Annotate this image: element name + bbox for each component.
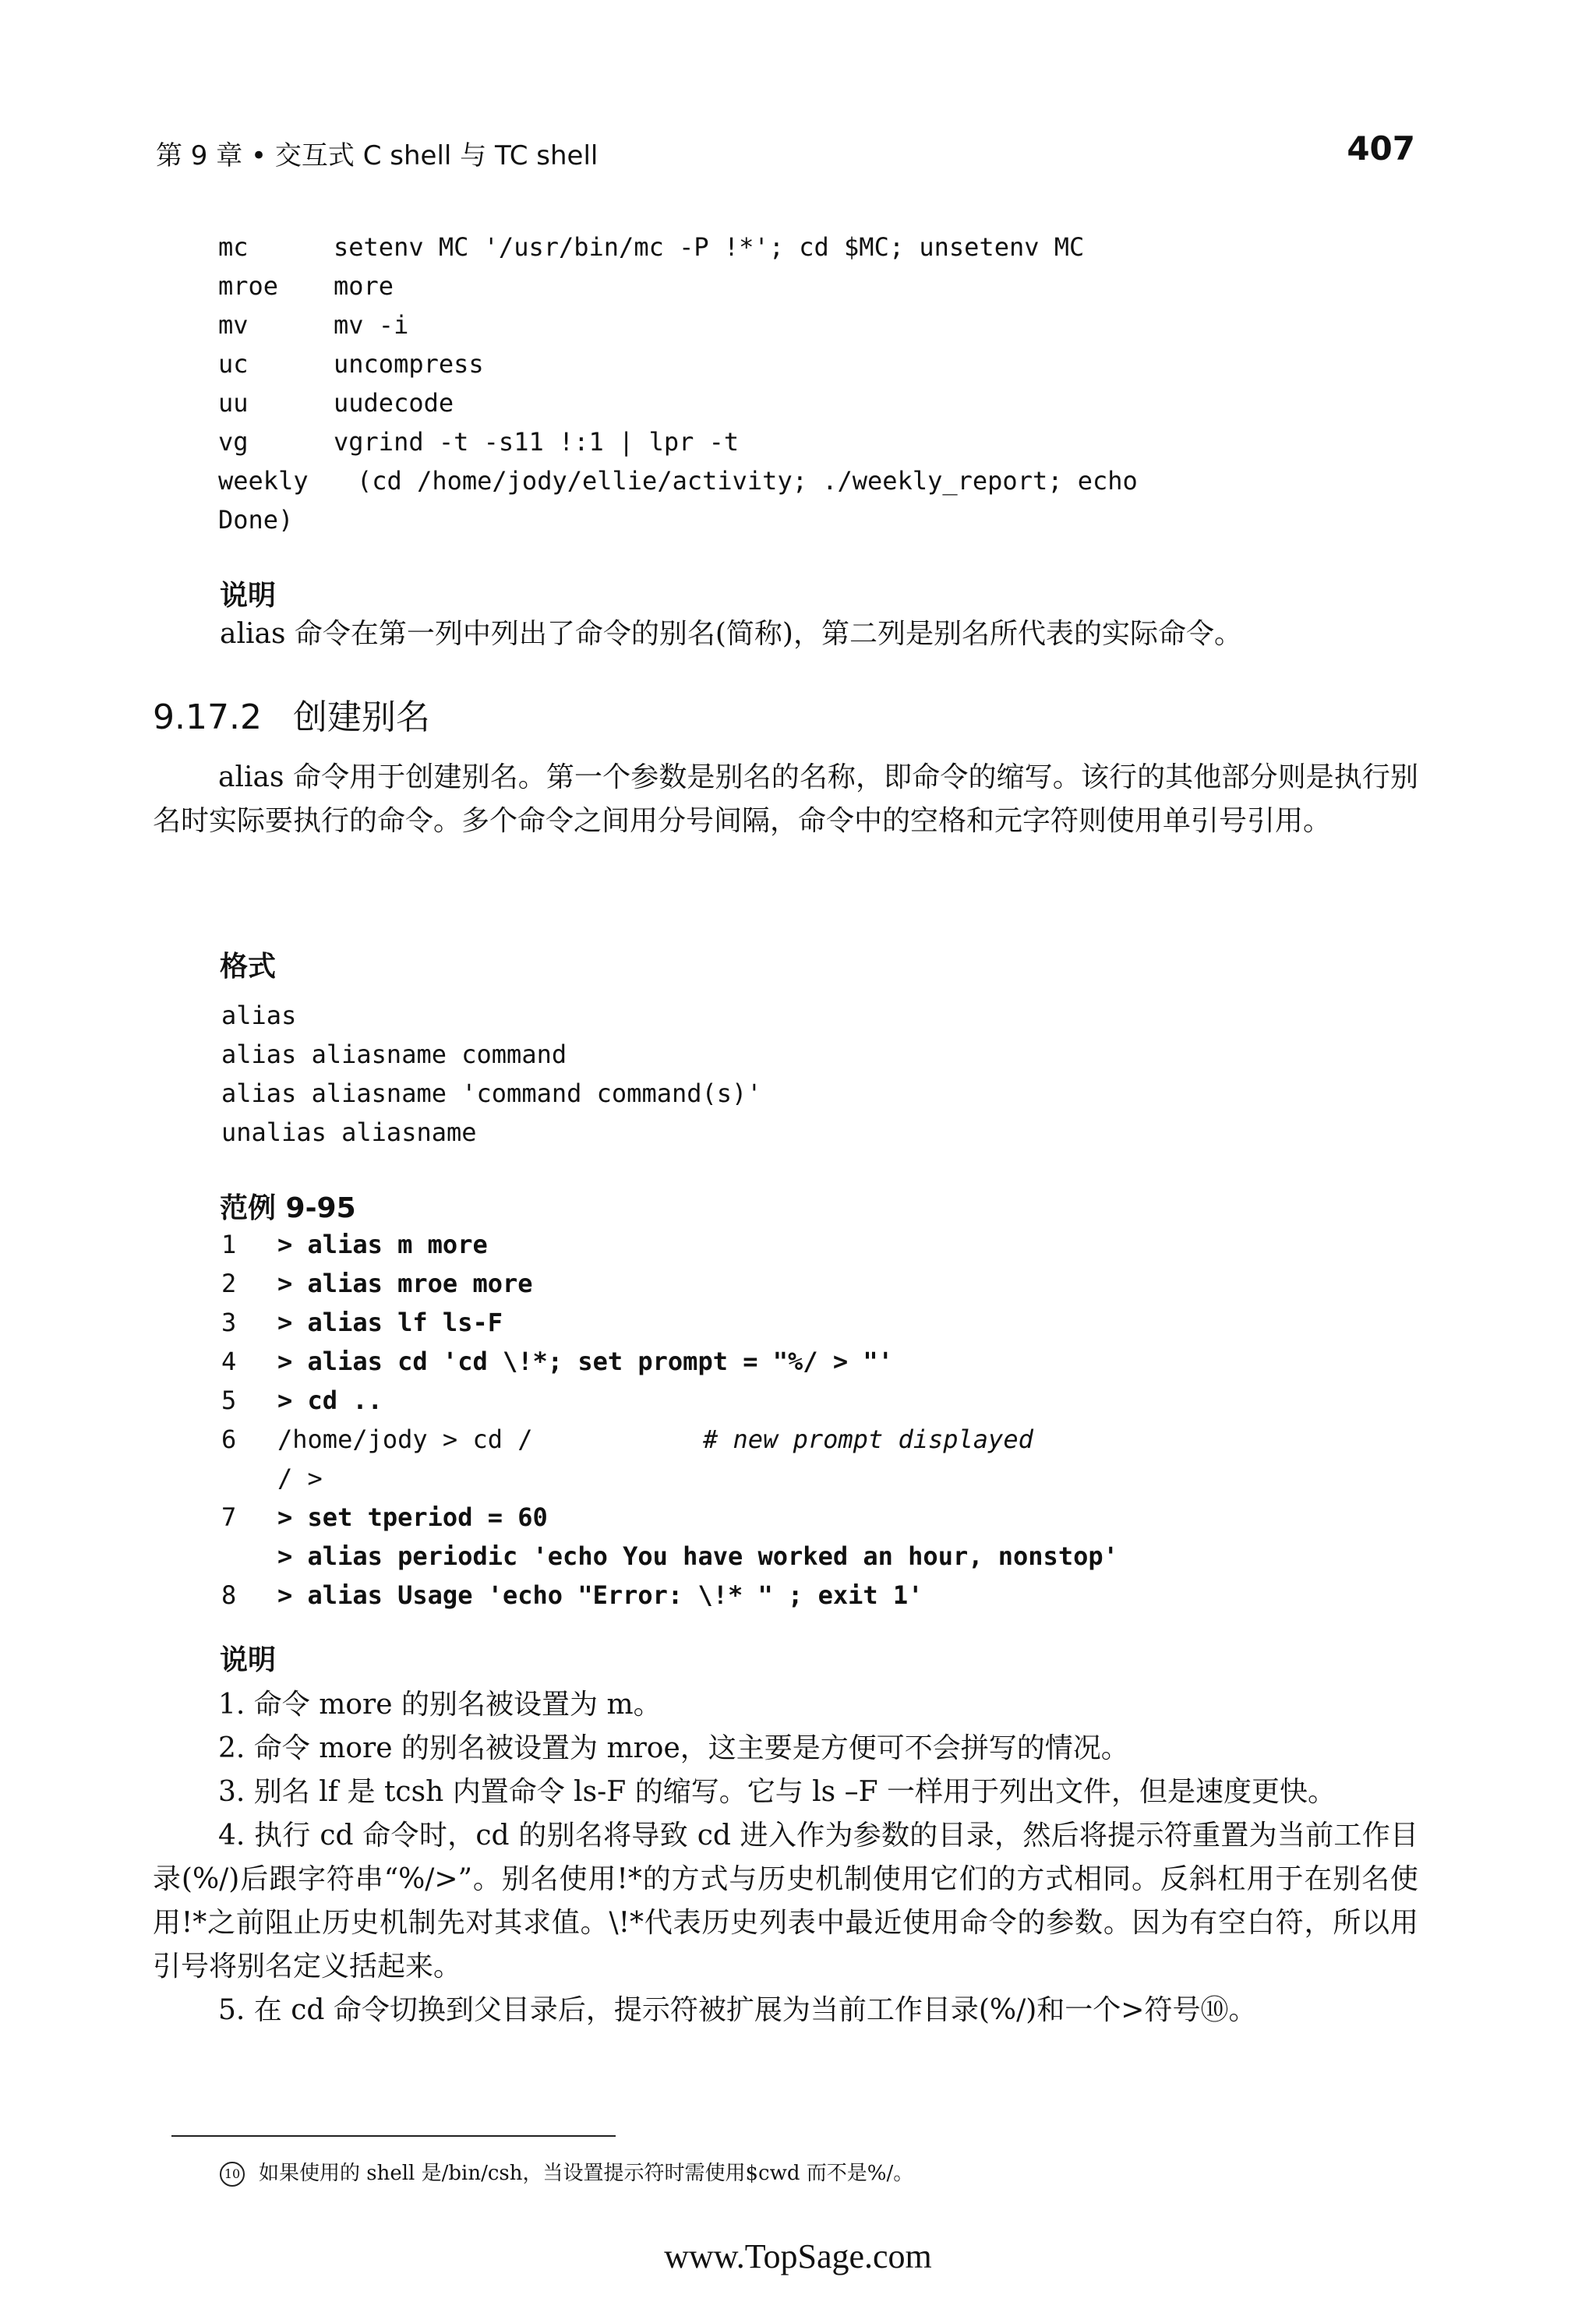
format-line: alias aliasname command <box>221 1040 567 1069</box>
explanation-item: 3. 别名 lf 是 tcsh 内置命令 ls-F 的缩写。它与 ls –F 一样用于列出文件，但是速度更快。 <box>218 1776 1336 1808</box>
explanation-list <box>153 1683 1418 2032</box>
example-line <box>221 1420 1390 1459</box>
footer-url: www.TopSage.com <box>664 2237 932 2275</box>
example-line <box>221 1576 1390 1615</box>
explanation-item: 4. 执行 cd 命令时，cd 的别名将导致 cd 进入作为参数的目录，然后将提示符重置为当前工作目录(%/)后跟字符串“%/>”。别名使用!*的方式与历史机制使用它们的方式相同。反斜杠用于在别名使用!*之前阻止历史机制先对其求值。\!*代表历史列表中最近使用命令的参数。因为有空白符，所以用引号将别名定义括起来。 <box>153 1820 1418 1982</box>
alias-name: weekly <box>218 466 309 496</box>
alias-row <box>218 267 1403 305</box>
explanation-item: 5. 在 cd 命令切换到父目录后，提示符被扩展为当前工作目录(%/)和一个>符号⑩。 <box>218 1994 1257 2026</box>
output-text: / > <box>277 1463 323 1493</box>
command-text: > alias Usage 'echo "Error: \!* " ; exit 1' <box>277 1580 923 1610</box>
alias-command: (cd /home/jody/ellie/activity; ./weekly_report; echo <box>357 466 1138 496</box>
page-number: 407 <box>1347 129 1415 168</box>
intro-text: alias 命令用于创建别名。第一个参数是别名的名称，即命令的缩写。该行的其他部分则是执行别名时实际要执行的命令。多个命令之间用分号间隔，命令中的空格和元字符则使用单引号引用。 <box>153 761 1418 837</box>
explanation-item: 2. 命令 more 的别名被设置为 mroe，这主要是方便可不会拼写的情况。 <box>218 1732 1129 1764</box>
format-label: 格式 <box>220 951 277 983</box>
alias-row-continuation <box>218 500 1403 539</box>
command-text: > cd .. <box>277 1386 383 1415</box>
command-text: > alias m more <box>277 1230 488 1259</box>
alias-command: mv -i <box>334 310 409 340</box>
format-line: alias aliasname 'command command(s)' <box>221 1079 762 1108</box>
command-text: > alias lf ls-F <box>277 1308 503 1337</box>
footnote-text: 如果使用的 shell 是/bin/csh，当设置提示符时需使用$cwd 而不是%/。 <box>259 2162 914 2185</box>
alias-row <box>218 383 1403 422</box>
line-number: 2 <box>221 1269 237 1298</box>
example-line <box>221 1459 1390 1498</box>
alias-continuation: Done) <box>218 505 294 535</box>
line-number: 5 <box>221 1386 237 1415</box>
line-number: 4 <box>221 1347 237 1376</box>
line-number: 8 <box>221 1580 237 1610</box>
example-line <box>221 1225 1390 1264</box>
command-text: > set tperiod = 60 <box>277 1502 548 1532</box>
alias-row <box>218 422 1403 461</box>
section-number: 9.17.2 <box>153 697 262 737</box>
alias-command: uudecode <box>334 388 454 418</box>
format-line: unalias aliasname <box>221 1117 477 1147</box>
footnote <box>220 2157 913 2187</box>
section-heading <box>153 689 430 739</box>
example-block <box>221 1225 1390 1615</box>
format-line: alias <box>221 1001 297 1030</box>
example-line <box>221 1264 1390 1303</box>
alias-row <box>218 344 1403 383</box>
command-text: > alias mroe more <box>277 1269 533 1298</box>
alias-listing <box>218 228 1403 539</box>
section-title: 创建别名 <box>292 697 430 737</box>
alias-name: mv <box>218 310 249 340</box>
comment-text: # new prompt displayed <box>703 1425 1033 1454</box>
note-label: 说明 <box>220 1644 277 1676</box>
alias-command: uncompress <box>334 349 484 379</box>
note-text: alias 命令在第一列中列出了命令的别名(简称)，第二列是别名所代表的实际命令。 <box>220 618 1242 650</box>
alias-name: uc <box>218 349 249 379</box>
example-line <box>221 1342 1390 1381</box>
alias-command: setenv MC '/usr/bin/mc -P !*'; cd $MC; unsetenv MC <box>334 232 1085 262</box>
chapter-title: 第 9 章 • 交互式 C shell 与 TC shell <box>156 140 598 171</box>
command-text: > alias periodic 'echo You have worked an hour, nonstop' <box>277 1541 1118 1571</box>
line-number: 6 <box>221 1425 237 1454</box>
example-line <box>221 1303 1390 1342</box>
output-text: /home/jody > cd / <box>277 1425 533 1454</box>
alias-name: mroe <box>218 271 279 301</box>
example-line <box>221 1498 1390 1537</box>
example-line <box>221 1381 1390 1420</box>
alias-name: vg <box>218 427 249 457</box>
format-block <box>221 996 762 1152</box>
alias-name: mc <box>218 232 249 262</box>
note-label: 说明 <box>220 580 277 612</box>
example-label: 范例 9-95 <box>220 1192 356 1224</box>
example-line <box>221 1537 1390 1576</box>
alias-row <box>218 305 1403 344</box>
command-text: > alias cd 'cd \!*; set prompt = "%/ > "' <box>277 1347 893 1376</box>
alias-row <box>218 461 1403 500</box>
explanation-item: 1. 命令 more 的别名被设置为 m。 <box>218 1689 662 1721</box>
alias-row <box>218 228 1403 267</box>
alias-command: more <box>334 271 394 301</box>
line-number: 3 <box>221 1308 237 1337</box>
line-number: 7 <box>221 1502 237 1532</box>
footnote-divider <box>171 2135 616 2137</box>
intro-paragraph <box>153 756 1418 843</box>
alias-command: vgrind -t -s11 !:1 | lpr -t <box>334 427 740 457</box>
page-header <box>156 129 1415 181</box>
line-number: 1 <box>221 1230 237 1259</box>
footnote-mark: 10 <box>220 2162 245 2187</box>
alias-name: uu <box>218 388 249 418</box>
